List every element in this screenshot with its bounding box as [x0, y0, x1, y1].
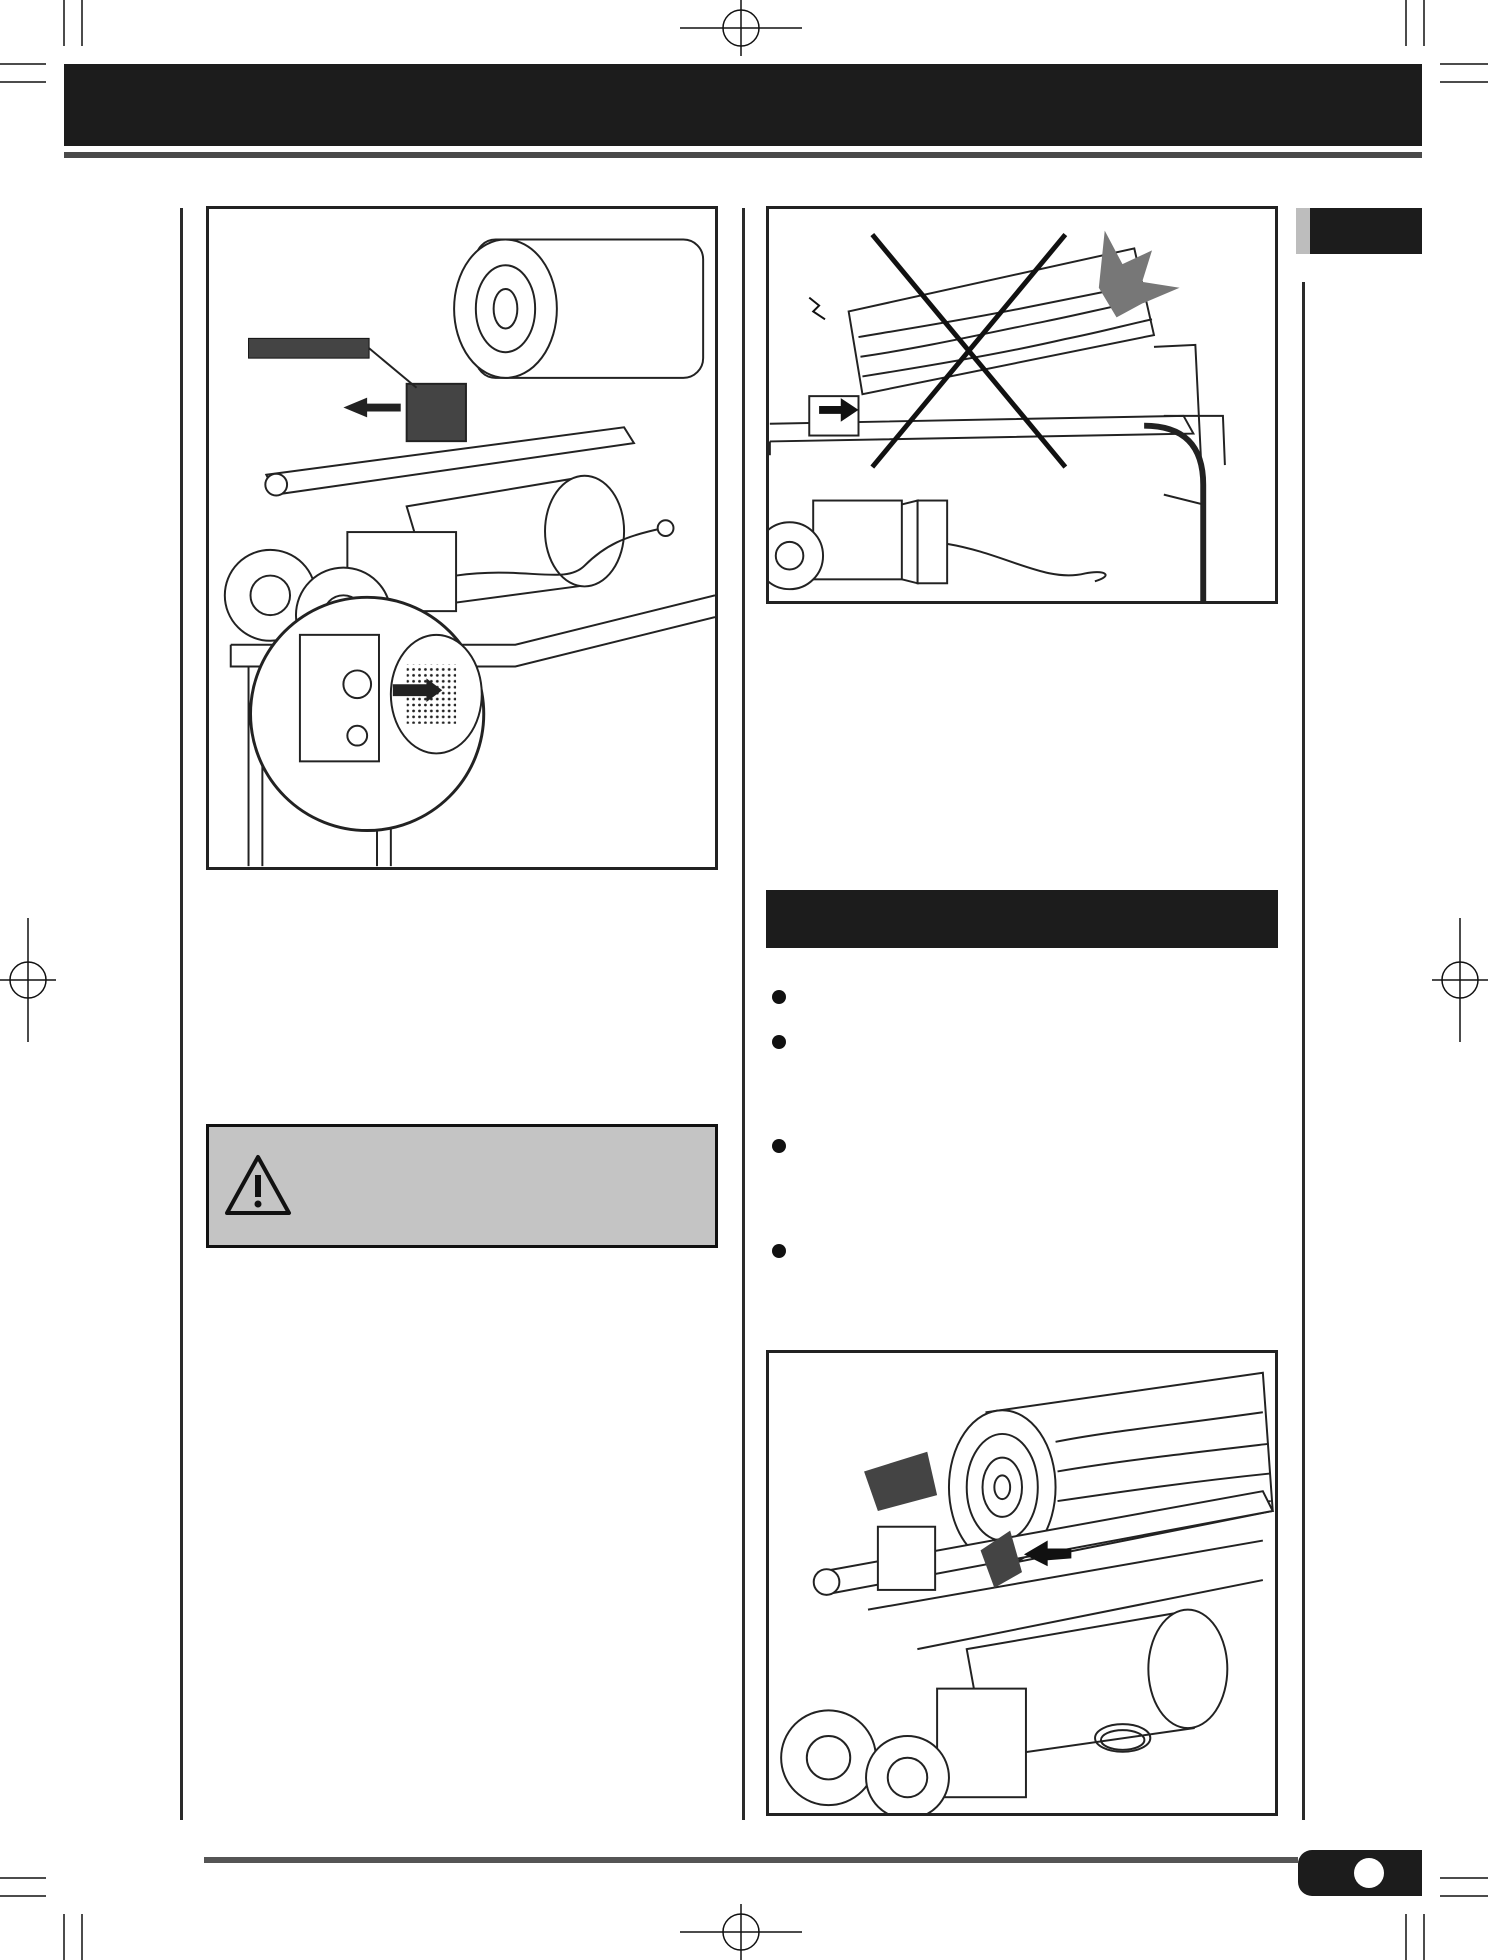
left-margin-line	[180, 208, 183, 1820]
figure-motor-switch	[206, 206, 718, 870]
side-tab-edge	[1296, 208, 1310, 254]
figure-incorrect-log-position	[766, 206, 1278, 604]
page-number-badge	[1354, 1858, 1384, 1888]
page-number-tab	[1298, 1850, 1422, 1896]
warning-triangle-icon	[223, 1153, 293, 1217]
bullet-point-3	[772, 1139, 786, 1153]
column-divider	[742, 208, 745, 1820]
header-bar	[64, 64, 1422, 146]
side-tab	[1310, 208, 1422, 254]
figure-correct-log-position	[766, 1350, 1278, 1816]
right-margin-line	[1302, 282, 1305, 1820]
warning-box	[206, 1124, 718, 1248]
bullet-point-1	[772, 990, 786, 1004]
section-title-bar	[766, 890, 1278, 948]
bullet-point-2	[772, 1035, 786, 1049]
header-rule	[64, 152, 1422, 158]
footer-rule	[204, 1857, 1298, 1863]
bullet-point-4	[772, 1244, 786, 1258]
